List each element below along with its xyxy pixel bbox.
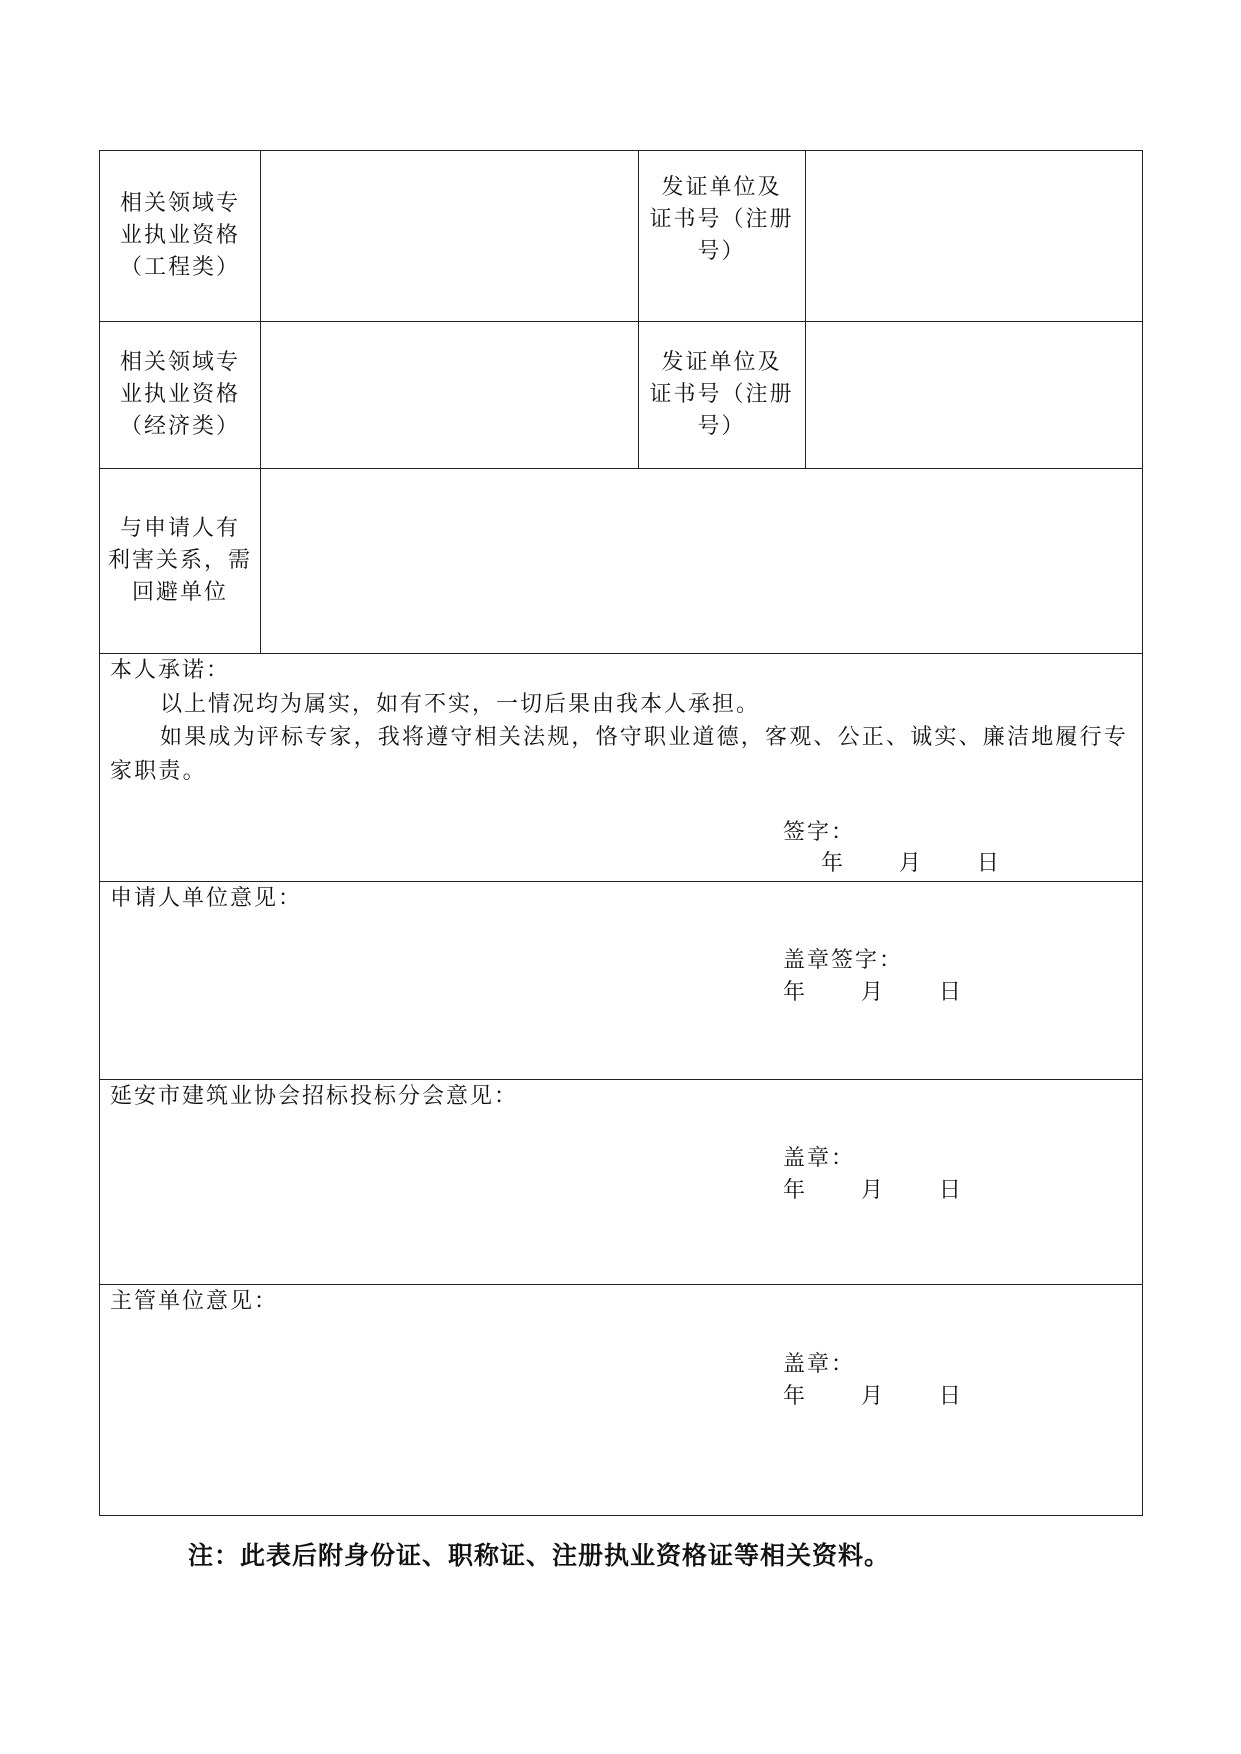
eng-issuer-field[interactable]	[807, 151, 1142, 321]
eng-issuer-label	[638, 151, 805, 289]
econ-qualification-field[interactable]	[262, 322, 636, 468]
pledge-signature-label: 签字：	[783, 820, 856, 845]
econ-issuer-field[interactable]	[807, 322, 1142, 468]
authority-seal-label: 盖章：	[783, 1352, 856, 1377]
pledge-date: 年 月 日	[821, 851, 999, 876]
eng-qualification-field[interactable]	[262, 151, 636, 321]
association-seal-label: 盖章：	[783, 1146, 856, 1171]
employer-date: 年 月 日	[783, 980, 961, 1005]
label-line: 相关领域专	[119, 349, 240, 375]
label-line: 证书号（注册	[649, 381, 794, 407]
eng-qualification-label	[100, 151, 260, 321]
label-line: 发证单位及	[661, 349, 782, 375]
authority-date: 年 月 日	[783, 1384, 961, 1409]
label-line: 回避单位	[131, 579, 228, 605]
authority-opinion-title: 主管单位意见：	[110, 1289, 279, 1314]
label-line: （工程类）	[119, 255, 240, 280]
column-divider	[805, 151, 806, 468]
expert-application-form-table	[99, 150, 1143, 1516]
label-line: 业执业资格	[119, 381, 240, 407]
column-divider	[260, 151, 261, 653]
pledge-line-1: 以上情况均为属实，如有不实，一切后果由我本人承担。	[160, 692, 761, 717]
pledge-line-2: 如果成为评标专家，我将遵守相关法规，恪守职业道德，客观、公正、诚实、廉洁地履行专家职责。	[110, 725, 1129, 784]
label-line: 号）	[697, 239, 746, 264]
label-line: 号）	[697, 413, 746, 439]
label-line: 与申请人有	[119, 515, 240, 541]
row-divider	[100, 1284, 1142, 1285]
association-opinion-title: 延安市建筑业协会招标投标分会意见：	[110, 1084, 519, 1109]
row-divider	[100, 1079, 1142, 1080]
econ-issuer-label	[638, 321, 805, 468]
employer-opinion-title: 申请人单位意见：	[110, 886, 303, 911]
employer-seal-signature-label: 盖章签字：	[783, 948, 904, 973]
label-line: （经济类）	[119, 413, 240, 439]
conflict-units-label	[100, 468, 260, 653]
label-line: 相关领域专	[119, 191, 240, 216]
row-divider	[100, 653, 1142, 654]
econ-qualification-label	[100, 321, 260, 468]
association-date: 年 月 日	[783, 1178, 961, 1203]
label-line: 发证单位及	[661, 175, 782, 200]
label-line: 证书号（注册	[649, 207, 794, 232]
footnote: 注：此表后附身份证、职称证、注册执业资格证等相关资料。	[188, 1541, 891, 1570]
pledge-title: 本人承诺：	[110, 658, 231, 683]
conflict-units-field[interactable]	[262, 469, 1142, 653]
label-line: 业执业资格	[119, 223, 240, 248]
row-divider	[100, 881, 1142, 882]
label-line: 利害关系，需	[107, 547, 252, 573]
